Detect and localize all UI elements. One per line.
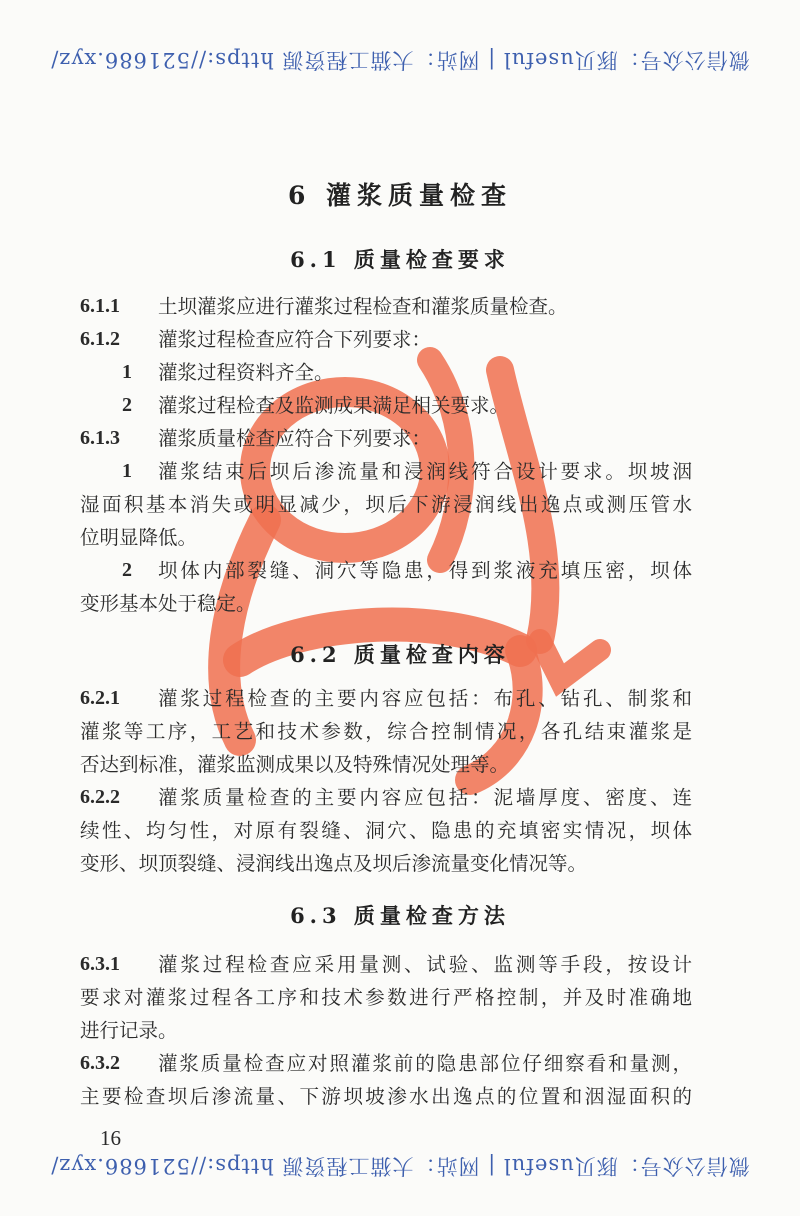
chapter-title: 6 灌浆质量检查 [287,181,513,210]
watermark-top: 微信公众号：豚贝useful | 网站：大猫工程资源 https://521686.xyz/ [50,48,750,72]
item-number: 2 [122,559,132,581]
clause-line [80,682,692,715]
clause-line [80,323,692,356]
section-heading: 6.1 质量检查要求 [290,247,510,272]
clause-text: 灌浆过程资料齐全。 [158,361,334,384]
clause-number: 6.1.2 [80,328,120,350]
clause-text: 灌浆过程检查应采用量测、试验、监测等手段，按设计 [158,953,692,976]
clause-text: 灌浆过程检查的主要内容应包括：布孔、钻孔、制浆和 [158,687,692,710]
clause-number: 6.2.1 [80,687,120,709]
clause-text: 湿面积基本消失或明显减少，坝后下游浸润线出逸点或测压管水 [80,493,692,516]
clause-text: 否达到标准，灌浆监测成果以及特殊情况处理等。 [80,753,510,776]
clause-line [80,1014,692,1047]
item-number: 1 [122,361,132,383]
clause-line [80,587,692,620]
clause-text: 灌浆质量检查应对照灌浆前的隐患部位仔细察看和量测， [158,1052,692,1075]
section-heading: 6.2 质量检查内容 [290,642,510,667]
clause-text: 灌浆过程检查及监测成果满足相关要求。 [158,394,510,417]
clause-number: 6.1.1 [80,295,120,317]
clause-line [80,814,692,847]
clause-text: 主要检查坝后渗流量、下游坝坡渗水出逸点的位置和洇湿面积的 [80,1085,692,1108]
clause-line [80,422,692,455]
item-number: 1 [122,460,132,482]
clause-line [80,748,692,781]
clause-line [80,781,692,814]
clause-text: 灌浆质量检查应符合下列要求： [158,427,432,450]
clause-number: 6.1.3 [80,427,120,449]
clause-line [80,488,692,521]
clause-number: 6.3.1 [80,953,120,975]
clause-number: 6.2.2 [80,786,120,808]
clause-text: 变形、坝顶裂缝、浸润线出逸点及坝后渗流量变化情况等。 [80,852,588,875]
clause-line [80,981,692,1014]
clause-text: 灌浆结束后坝后渗流量和浸润线符合设计要求。坝坡洇 [158,460,692,483]
clause-line [80,389,692,422]
clause-line [80,290,692,323]
clause-text: 位明显降低。 [80,526,198,549]
clause-line [80,356,692,389]
clause-text: 灌浆等工序，工艺和技术参数，综合控制情况，各孔结束灌浆是 [80,720,692,743]
watermark-bottom: 微信公众号：豚贝useful | 网站：大猫工程资源 https://521686.xyz/ [50,1154,750,1178]
clause-text: 灌浆质量检查的主要内容应包括：泥墙厚度、密度、连 [158,786,692,809]
clause-text: 坝体内部裂缝、洞穴等隐患，得到浆液充填压密，坝体 [158,559,692,582]
clause-number: 6.3.2 [80,1052,120,1074]
clause-text: 土坝灌浆应进行灌浆过程检查和灌浆质量检查。 [158,295,568,318]
clause-text: 灌浆过程检查应符合下列要求： [158,328,432,351]
clause-text: 续性、均匀性，对原有裂缝、洞穴、隐患的充填密实情况，坝体 [80,819,692,842]
clause-line [80,847,692,880]
clause-text: 变形基本处于稳定。 [80,592,256,615]
clause-text: 要求对灌浆过程各工序和技术参数进行严格控制，并及时准确地 [80,986,692,1009]
page-number: 16 [100,1126,121,1150]
clause-line [80,1080,692,1113]
clause-line [80,948,692,981]
clause-line [80,455,692,488]
clause-line [80,1047,692,1080]
section-heading: 6.3 质量检查方法 [290,903,510,928]
item-number: 2 [122,394,132,416]
clause-line [80,521,692,554]
clause-line [80,715,692,748]
clause-line [80,554,692,587]
clause-text: 进行记录。 [80,1019,178,1042]
